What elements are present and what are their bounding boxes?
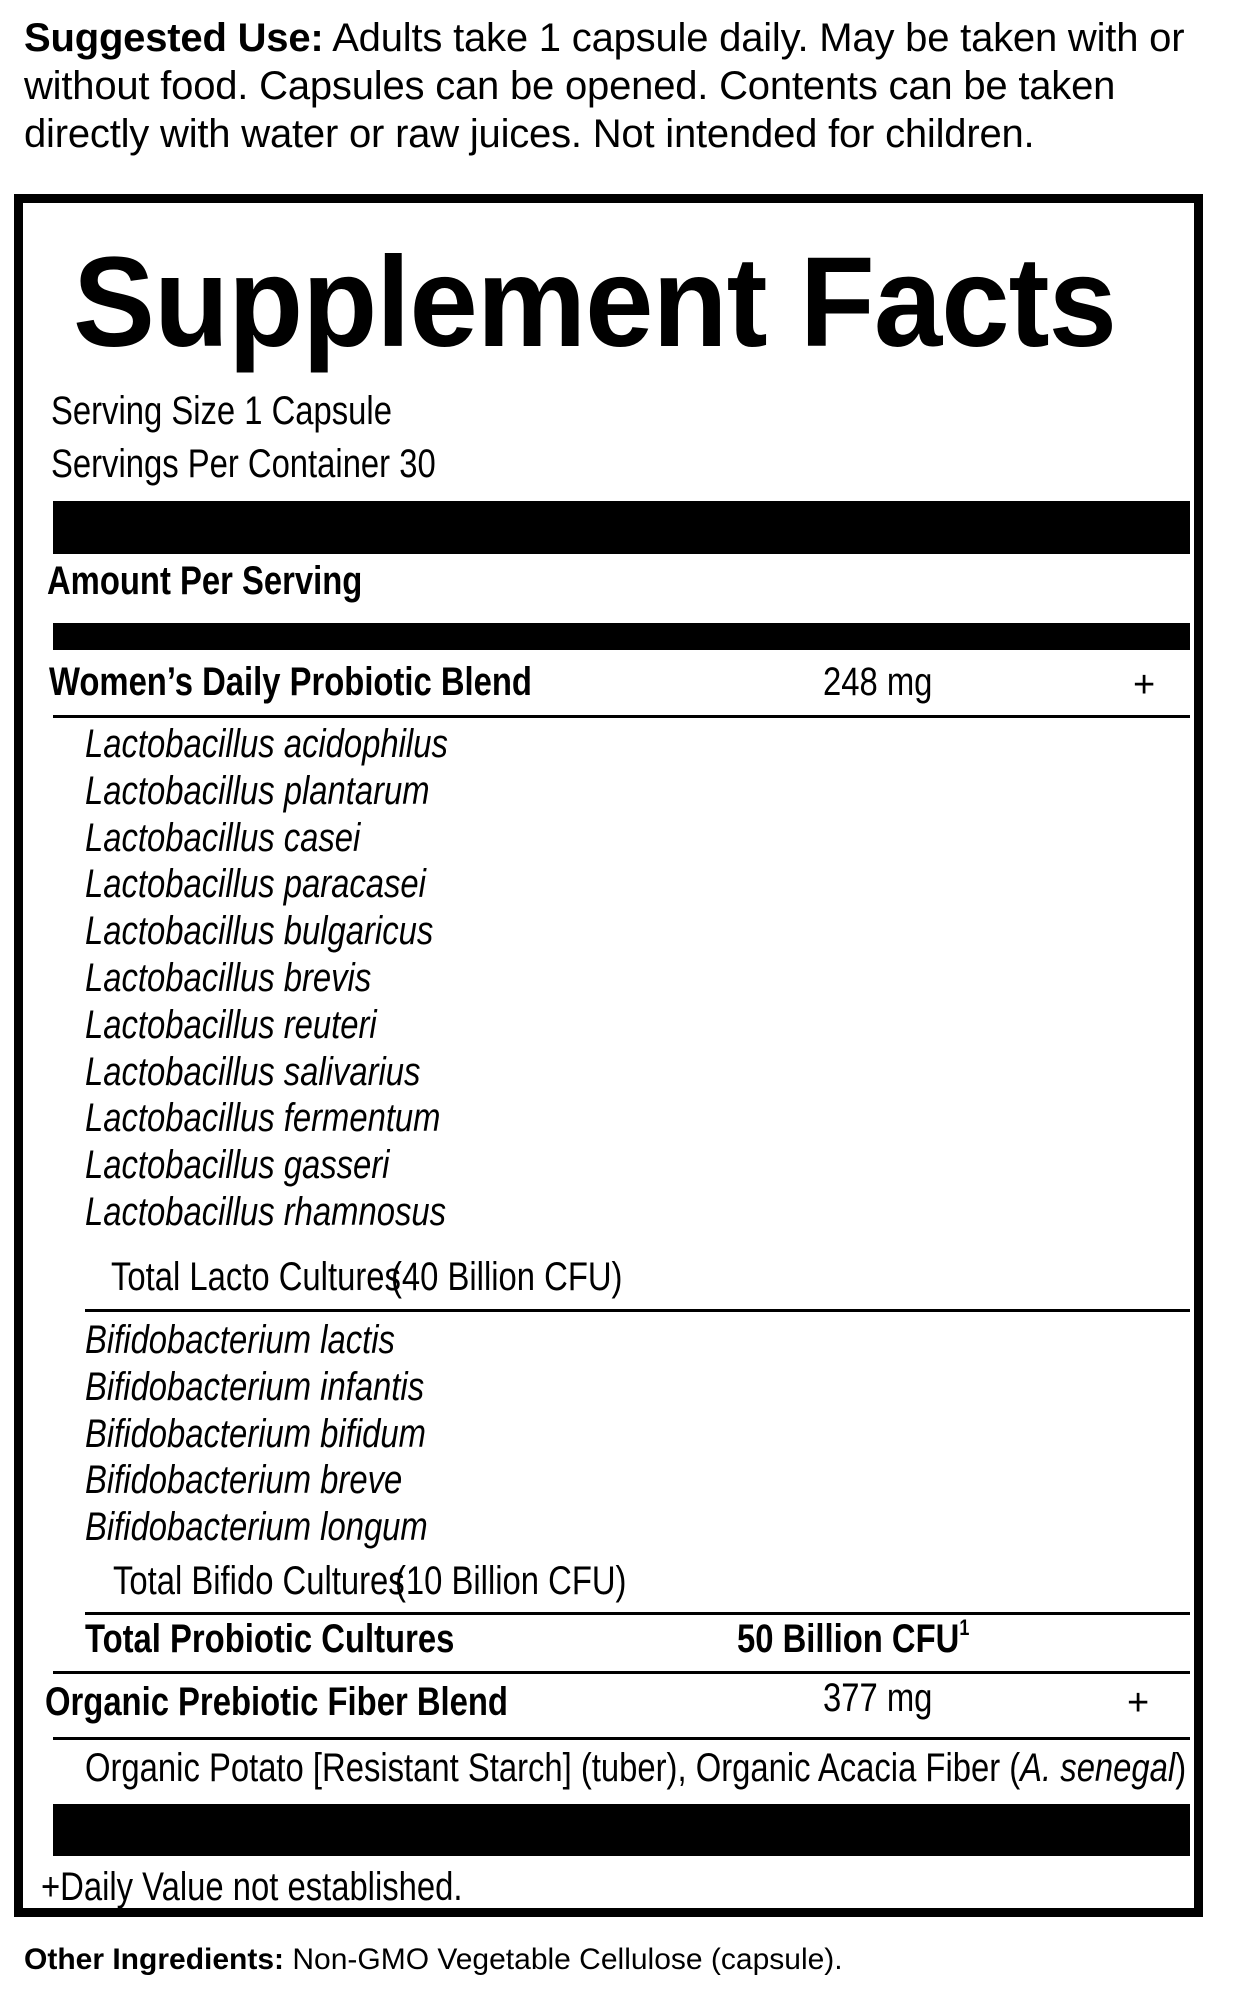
rule-after-prebiotic-blend <box>53 1737 1190 1740</box>
list-item: Bifidobacterium bifidum <box>85 1411 426 1456</box>
bifido-total-label: Total Bifido Cultures <box>113 1559 405 1603</box>
lacto-total-value: (40 Billion CFU) <box>391 1255 623 1299</box>
list-item: Bifidobacterium lactis <box>85 1318 395 1362</box>
rule-after-total-probiotic <box>53 1671 1190 1674</box>
other-ingredients-text: Non-GMO Vegetable Cellulose (capsule). <box>284 1943 843 1976</box>
probiotic-blend-name: Women’s Daily Probiotic Blend <box>49 660 532 704</box>
prebiotic-blend-dv: + <box>1127 1682 1150 1724</box>
list-item: Lactobacillus brevis <box>85 955 372 1000</box>
list-item: Lactobacillus casei <box>85 815 361 860</box>
suggested-use-text: Adults take 1 capsule daily. May be taken with or without food. Capsules can be opened. Contents can be taken directly with water or raw juices. Not intended for children. <box>24 16 1185 156</box>
list-item: Lactobacillus plantarum <box>85 768 430 813</box>
list-item: Lactobacillus rhamnosus <box>85 1189 446 1234</box>
rule-after-probiotic-blend <box>53 715 1190 718</box>
bifido-strain-list <box>85 1317 503 1551</box>
list-item: Lactobacillus fermentum <box>85 1096 441 1141</box>
prebiotic-blend-name: Organic Prebiotic Fiber Blend <box>45 1680 508 1724</box>
other-ingredients-label: Other Ingredients: <box>24 1943 285 1976</box>
prebiotic-ingredients-text: Organic Potato [Resistant Starch] (tuber), Organic Acacia Fiber ( <box>85 1746 1021 1790</box>
amount-per-serving: Amount Per Serving <box>47 559 363 603</box>
bifido-total-value: (10 Billion CFU) <box>395 1559 627 1603</box>
suggested-use <box>24 14 1224 158</box>
total-probiotic-value <box>737 1616 969 1662</box>
list-item: Bifidobacterium longum <box>85 1505 428 1550</box>
rule-after-lacto <box>85 1309 1190 1312</box>
list-item: Bifidobacterium breve <box>85 1458 403 1503</box>
rule-after-bifido <box>85 1612 1190 1615</box>
prebiotic-ingredients <box>85 1745 1186 1791</box>
supplement-facts-panel <box>14 194 1203 1917</box>
lacto-total-label: Total Lacto Cultures <box>111 1255 401 1299</box>
lacto-strain-list <box>85 721 528 1236</box>
prebiotic-blend-amount: 377 mg <box>823 1676 933 1720</box>
list-item: Lactobacillus salivarius <box>85 1049 421 1094</box>
other-ingredients <box>24 1942 843 1978</box>
list-item: Lactobacillus gasseri <box>85 1143 390 1188</box>
serving-size: Serving Size 1 Capsule <box>51 389 392 433</box>
daily-value-note <box>41 1864 463 1910</box>
list-item: Bifidobacterium infantis <box>85 1364 425 1409</box>
prebiotic-ingredients-close: ) <box>1175 1746 1187 1790</box>
list-item: Lactobacillus acidophilus <box>85 722 448 766</box>
suggested-use-label: Suggested Use: <box>24 16 324 60</box>
footnote-mark: 1 <box>959 1615 970 1640</box>
dv-symbol: + <box>41 1865 61 1909</box>
total-probiotic-label: Total Probiotic Cultures <box>85 1617 455 1661</box>
probiotic-blend-amount: 248 mg <box>823 660 933 704</box>
probiotic-blend-dv: + <box>1133 664 1156 706</box>
total-probiotic-cfu: 50 Billion CFU <box>737 1617 960 1661</box>
servings-per-container: Servings Per Container 30 <box>51 442 436 486</box>
medium-divider <box>53 623 1190 650</box>
list-item: Lactobacillus bulgaricus <box>85 909 434 954</box>
thick-divider-top <box>53 501 1190 554</box>
prebiotic-ingredients-species: A. senegal <box>1020 1746 1176 1790</box>
thick-divider-bottom <box>53 1804 1190 1856</box>
list-item: Lactobacillus reuteri <box>85 1002 377 1047</box>
dv-text: Daily Value not established. <box>60 1865 463 1909</box>
list-item: Lactobacillus paracasei <box>85 862 426 907</box>
panel-title: Supplement Facts <box>73 231 1116 374</box>
